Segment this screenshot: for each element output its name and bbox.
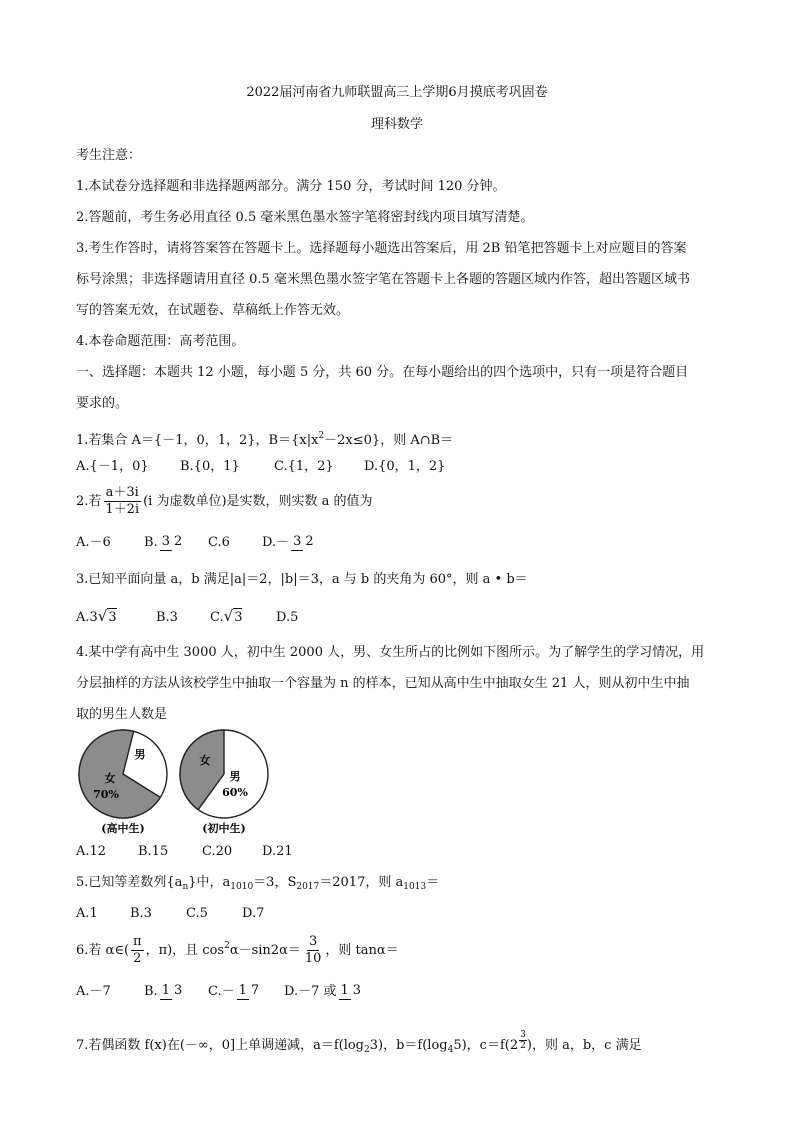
question-4-stem-cont: 分层抽样的方法从该校学生中抽取一个容量为 n 的样本，已知从高中生中抽取女生 21 人，则从初中生中抽 bbox=[76, 676, 690, 691]
q4-option-d: D.21 bbox=[262, 844, 293, 859]
q5-subscript: 2017 bbox=[296, 882, 320, 892]
q6-part: ，π)，且 cos bbox=[145, 943, 225, 958]
q5-option-c: C.5 bbox=[186, 906, 208, 921]
pie2-male-percent: 60% bbox=[222, 786, 248, 799]
q6-fraction-2 bbox=[303, 934, 324, 967]
q2-option-d-frac bbox=[291, 524, 316, 560]
q6-option-d-frac bbox=[339, 973, 364, 1009]
q2-option-d-label: D.－ bbox=[262, 534, 290, 550]
q6-f2-den: 10 bbox=[304, 951, 322, 966]
q4-option-a: A.12 bbox=[76, 844, 107, 859]
q1-option-d: D.{0，1，2} bbox=[364, 459, 446, 474]
q6-optb-num: 1 bbox=[161, 983, 170, 998]
q7-part: )，则 a，b，c 满足 bbox=[526, 1038, 642, 1053]
notice-heading: 考生注意： bbox=[76, 148, 142, 163]
q1-superscript: 2 bbox=[318, 431, 325, 441]
question-5-options bbox=[76, 905, 264, 923]
q6-option-a: A.－7 bbox=[76, 983, 111, 999]
pie1-caption: (高中生) bbox=[101, 822, 145, 835]
q2-option-b-frac bbox=[160, 524, 185, 560]
q2-prefix: 2.若 bbox=[76, 494, 102, 509]
exam-subject: 理科数学 bbox=[370, 117, 423, 132]
q6-optd-den: 3 bbox=[352, 983, 362, 998]
q7-power-base: 2 bbox=[509, 1038, 519, 1053]
q6-f1-num: π bbox=[133, 934, 142, 949]
q6-part: α－sin2α＝ bbox=[229, 943, 301, 958]
question-4-stem-cont: 取的男生人数是 bbox=[76, 707, 168, 722]
q4-option-c: C.20 bbox=[202, 844, 233, 859]
question-4-options bbox=[76, 843, 293, 861]
question-6-options bbox=[76, 973, 365, 1010]
q5-option-a: A.1 bbox=[76, 906, 98, 921]
exam-title: 2022届河南省九师联盟高三上学期6月摸底考巩固卷 bbox=[246, 85, 548, 100]
q5-part: ＝3，S bbox=[253, 875, 297, 890]
q7-part: 7.若偶函数 f(x)在(－∞，0]上单调递减，a＝f(log bbox=[76, 1038, 365, 1053]
sqrt-icon: √ bbox=[223, 607, 234, 625]
pie2-female-label: 女 bbox=[199, 754, 211, 767]
q2-option-d bbox=[262, 524, 318, 561]
q6-optd-num: 1 bbox=[340, 983, 349, 998]
notice-item: 2.答题前，考生务必用直径 0.5 毫米黑色墨水签字笔将密封线内项目填写清楚。 bbox=[76, 210, 534, 225]
q2-optb-den: 2 bbox=[173, 534, 183, 549]
question-2-stem bbox=[76, 484, 373, 520]
q6-option-b-label: B. bbox=[144, 983, 158, 999]
q1-option-c: C.{1，2} bbox=[274, 459, 334, 474]
pie1-female-label: 女 bbox=[104, 772, 116, 785]
question-1-options bbox=[76, 458, 445, 476]
q7-exponent-fraction bbox=[519, 1030, 527, 1051]
notice-item: 4.本卷命题范围：高考范围。 bbox=[76, 334, 245, 349]
q6-option-c-frac bbox=[237, 973, 262, 1009]
q2-option-b bbox=[144, 524, 208, 561]
q1-stem-part: －2x≤0}，则 A∩B＝ bbox=[324, 433, 454, 448]
question-2-options bbox=[76, 524, 318, 561]
q7-exp-den: 2 bbox=[520, 1041, 526, 1051]
q3-option-c-radicand: 3 bbox=[234, 610, 243, 625]
q4-option-b: B.15 bbox=[138, 844, 169, 859]
q2-option-a: A.－6 bbox=[76, 534, 111, 550]
q5-option-b: B.3 bbox=[130, 906, 152, 921]
q7-exp-num: 3 bbox=[520, 1030, 526, 1040]
section-instructions: 一、选择题：本题共 12 小题，每小题 5 分，共 60 分。在每小题给出的四个选项中，只有一项是符合题目 bbox=[76, 365, 689, 380]
q2-frac-denominator: 1＋2i bbox=[105, 502, 140, 517]
q3-option-c-label: C. bbox=[210, 610, 224, 625]
sqrt-icon: √ bbox=[97, 607, 108, 625]
pie2-male-label: 男 bbox=[229, 770, 241, 783]
q6-optc-num: 1 bbox=[238, 983, 247, 998]
q6-superscript: 2 bbox=[224, 941, 230, 951]
pie-middle-school bbox=[180, 730, 268, 835]
q6-part: ，则 tanα＝ bbox=[325, 943, 399, 958]
q5-part: ＝ bbox=[426, 875, 440, 890]
q2-frac-numerator: a＋3i bbox=[105, 485, 139, 500]
q5-part: 5.已知等差数列{a bbox=[76, 875, 183, 890]
q2-fraction bbox=[103, 485, 141, 518]
section-instructions-cont: 要求的。 bbox=[76, 396, 129, 411]
q5-subscript: 1013 bbox=[403, 882, 427, 892]
q6-part: 6.若 α∈( bbox=[76, 943, 130, 958]
q7-subscript: 2 bbox=[364, 1045, 370, 1055]
question-1-stem bbox=[76, 427, 453, 450]
q6-option-b-frac bbox=[160, 973, 185, 1009]
q7-part: 5)，c＝f( bbox=[453, 1038, 510, 1053]
q6-option-c-label: C.－ bbox=[208, 983, 235, 999]
q5-part: }中，a bbox=[188, 875, 231, 890]
q6-option-d-label: D.－7 或 bbox=[284, 983, 337, 999]
q3-option-d: D.5 bbox=[276, 610, 299, 625]
pie-charts bbox=[76, 728, 276, 838]
notice-item: 1.本试卷分选择题和非选择题两部分。满分 150 分，考试时间 120 分钟。 bbox=[76, 179, 506, 194]
q1-stem-part: 1.若集合 A＝{－1，0，1，2}，B＝{x|x bbox=[76, 433, 319, 448]
question-4-stem: 4.某中学有高中生 3000 人，初中生 2000 人，男、女生所占的比例如下图所示。为了解学生的学习情况，用 bbox=[76, 645, 705, 660]
q3-option-b: B.3 bbox=[156, 610, 178, 625]
q2-suffix: (i 为虚数单位)是实数，则实数 a 的值为 bbox=[143, 494, 373, 509]
q3-option-a-radicand: 3 bbox=[108, 610, 117, 625]
q5-part: ＝2017，则 a bbox=[319, 875, 404, 890]
question-3-options bbox=[76, 607, 298, 627]
q2-option-b-label: B. bbox=[144, 534, 158, 550]
q6-fraction-1 bbox=[131, 934, 144, 967]
notice-item: 标号涂黑；非选择题请用直径 0.5 毫米黑色墨水签字笔在答题卡上各题的答题区域内作答，超出答题区域书 bbox=[76, 272, 690, 287]
q3-option-a bbox=[76, 607, 156, 627]
q6-option-b bbox=[144, 973, 208, 1010]
q2-optd-den: 2 bbox=[305, 534, 314, 549]
q7-subscript: 4 bbox=[447, 1045, 454, 1055]
q2-optb-num: 3 bbox=[161, 534, 170, 549]
q3-option-a-label: A.3 bbox=[76, 610, 98, 625]
q5-subscript: n bbox=[182, 882, 189, 892]
q2-option-c: C.6 bbox=[208, 534, 230, 550]
q5-option-d: D.7 bbox=[242, 906, 265, 921]
q3-option-c bbox=[210, 607, 276, 627]
q6-option-d bbox=[284, 973, 365, 1010]
q6-f1-den: 2 bbox=[133, 951, 142, 966]
notice-item: 写的答案无效，在试题卷、草稿纸上作答无效。 bbox=[76, 303, 350, 318]
pie-high-school bbox=[79, 730, 167, 835]
question-7-stem bbox=[76, 1030, 642, 1059]
q5-subscript: 1010 bbox=[230, 882, 254, 892]
question-3-stem: 3.已知平面向量 a，b 满足|a|＝2，|b|＝3，a 与 b 的夹角为 60°，则 a • b＝ bbox=[76, 572, 528, 587]
q2-optd-num: 3 bbox=[293, 534, 302, 549]
notice-item: 3.考生作答时，请将答案答在答题卡上。选择题每小题选出答案后，用 2B 铅笔把答题卡上对应题目的答案 bbox=[76, 241, 687, 256]
q1-option-a: A.{－1，0} bbox=[76, 459, 149, 474]
q6-optb-den: 3 bbox=[173, 983, 183, 998]
q6-f2-num: 3 bbox=[308, 934, 318, 949]
q6-optc-den: 7 bbox=[250, 983, 260, 998]
q1-option-b: B.{0，1} bbox=[180, 459, 240, 474]
question-5-stem bbox=[76, 874, 439, 896]
q6-option-c bbox=[208, 973, 284, 1010]
q7-part: 3)，b＝f(log bbox=[369, 1038, 448, 1053]
pie2-caption: (初中生) bbox=[202, 822, 246, 835]
question-6-stem bbox=[76, 928, 399, 969]
pie1-male-label: 男 bbox=[134, 748, 146, 761]
pie1-female-percent: 70% bbox=[93, 788, 119, 801]
